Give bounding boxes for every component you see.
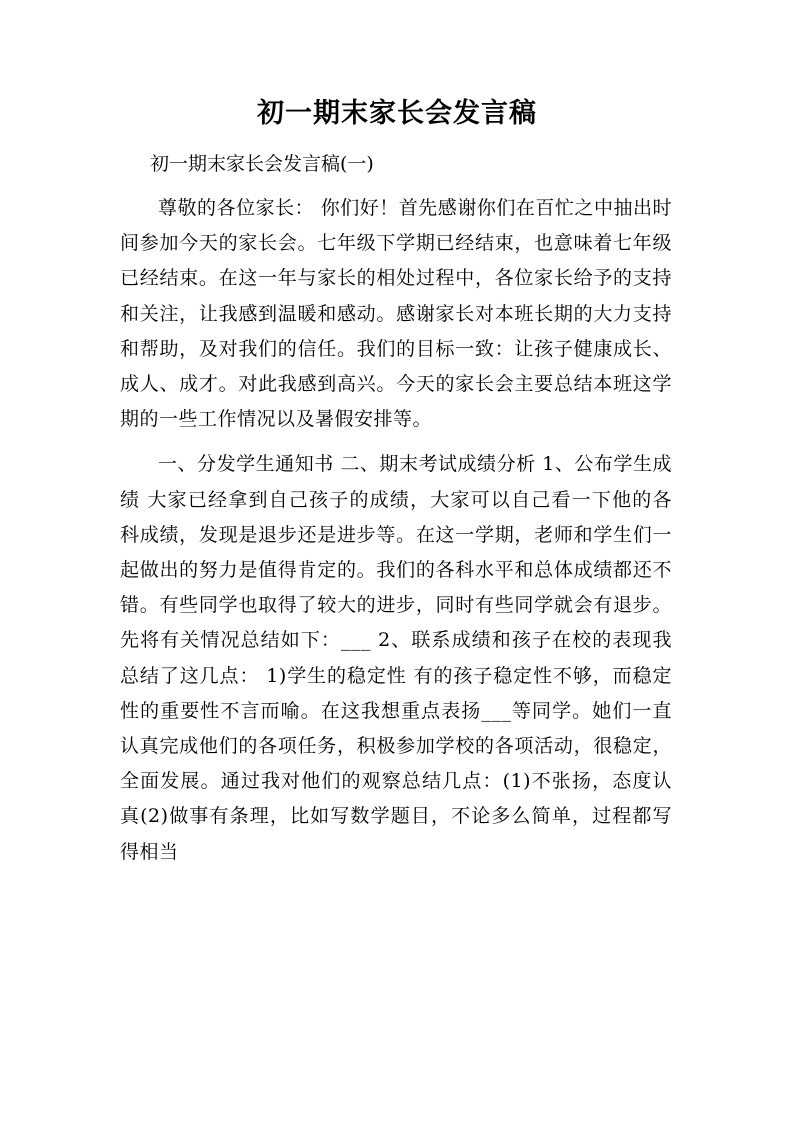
document-subtitle: 初一期末家长会发言稿(一)	[150, 153, 374, 175]
paragraph-agenda: 一、分发学生通知书 二、期末考试成绩分析 1、公布学生成绩 大家已经拿到自己孩子的成绩，大家可以自己看一下他的各科成绩，发现是退步还是进步等。在这一学期，老师和学生们一起做出的努力是值得肯定的。我们的各科水平和总体成绩都还不错。有些同学也取得了较大的进步，同时有些同学就会有退步。先将有关情况总结如下：___ 2、联系成绩和孩子在校的表现我总结了这几点： 1)学生的稳定性 有的孩子稳定性不够，而稳定性的重要性不言而喻。在这我想重点表扬___等同学。她们一直认真完成他们的各项任务，积极参加学校的各项活动，很稳定，全面发展。通过我对他们的观察总结几点：(1)不张扬，态度认真(2)做事有条理，比如写数学题目，不论多么简单，过程都写得相当	[120, 453, 672, 863]
document-body	[120, 191, 672, 870]
document-title: 初一期末家长会发言稿	[257, 98, 537, 129]
paragraph-greeting: 尊敬的各位家长： 你们好！首先感谢你们在百忙之中抽出时间参加今天的家长会。七年级下学期已经结束，也意味着七年级已经结束。在这一年与家长的相处过程中，各位家长给予的支持和关注，让我感到温暖和感动。感谢家长对本班长期的大力支持和帮助，及对我们的信任。我们的目标一致：让孩子健康成长、成人、成才。对此我感到高兴。今天的家长会主要总结本班这学期的一些工作情况以及暑假安排等。	[120, 197, 672, 431]
